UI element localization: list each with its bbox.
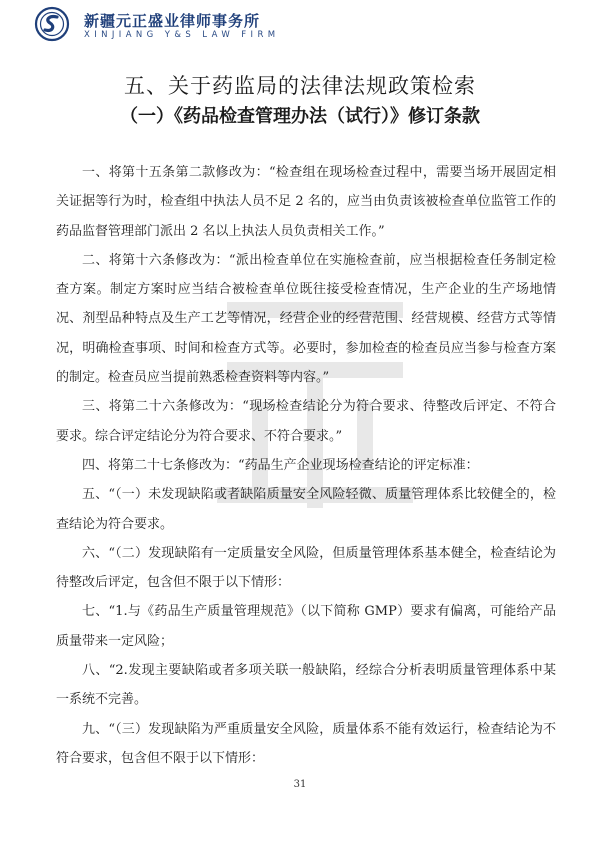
firm-name-en: XINJIANG Y&S LAW FIRM xyxy=(84,30,280,40)
firm-name-cn: 新疆元正盛业律师事务所 xyxy=(84,12,261,30)
subsection-title: （一）《药品检查管理办法（试行）》修订条款 xyxy=(120,106,480,127)
paragraph: 三、将第二十六条修改为：“现场检查结论分为符合要求、待整改后评定、不符合要求。综合评定结论分为符合要求、不符合要求。” xyxy=(56,399,556,444)
paragraph: 八、“2.发现主要缺陷或者多项关联一般缺陷，经综合分析表明质量管理体系中某一系统不完善。 xyxy=(56,663,556,708)
paragraph: 九、“（三）发现缺陷为严重质量安全风险，质量体系不能有效运行，检查结论为不符合要求，包含但不限于以下情形： xyxy=(56,721,556,766)
paragraph: 二、将第十六条修改为：“派出检查单位在实施检查前，应当根据检查任务制定检查方案。制定方案时应当结合被检查单位既往接受检查情况，生产企业的生产场地情况、剂型品种特点及生产工艺等情况，经营企业的经营范围、经营规模、经营方式等情况，明确检查事项、时间和检查方式等。必要时，参加检查的检查员应当参与检查方案的制定。检查员应当提前熟悉检查资料等内容。” xyxy=(56,252,556,386)
paragraph: 七、“1.与《药品生产质量管理规范》（以下简称 GMP）要求有偏离，可能给产品质量带来一定风险； xyxy=(56,604,556,649)
firm-logo-icon xyxy=(34,6,70,42)
document-body xyxy=(56,158,556,773)
paragraph: 四、将第二十七条修改为：“药品生产企业现场检查结论的评定标准： xyxy=(82,457,479,473)
letterhead xyxy=(34,6,334,42)
paragraph: 五、“（一）未发现缺陷或者缺陷质量安全风险轻微、质量管理体系比较健全的，检查结论为符合要求。 xyxy=(56,487,556,532)
page-number: 31 xyxy=(293,779,307,790)
section-title: 五、关于药监局的法律法规政策检索 xyxy=(124,74,476,98)
paragraph: 六、“（二）发现缺陷有一定质量安全风险，但质量管理体系基本健全，检查结论为待整改后评定，包含但不限于以下情形： xyxy=(56,545,556,591)
paragraph: 一、将第十五条第二款修改为：“检查组在现场检查过程中，需要当场开展固定相关证据等行为时，检查组中执法人员不足 2 名的，应当由负责该被检查单位监管工作的药品监督管理部门派出 2 名以上执法人员负责相关工作。” xyxy=(56,165,556,239)
